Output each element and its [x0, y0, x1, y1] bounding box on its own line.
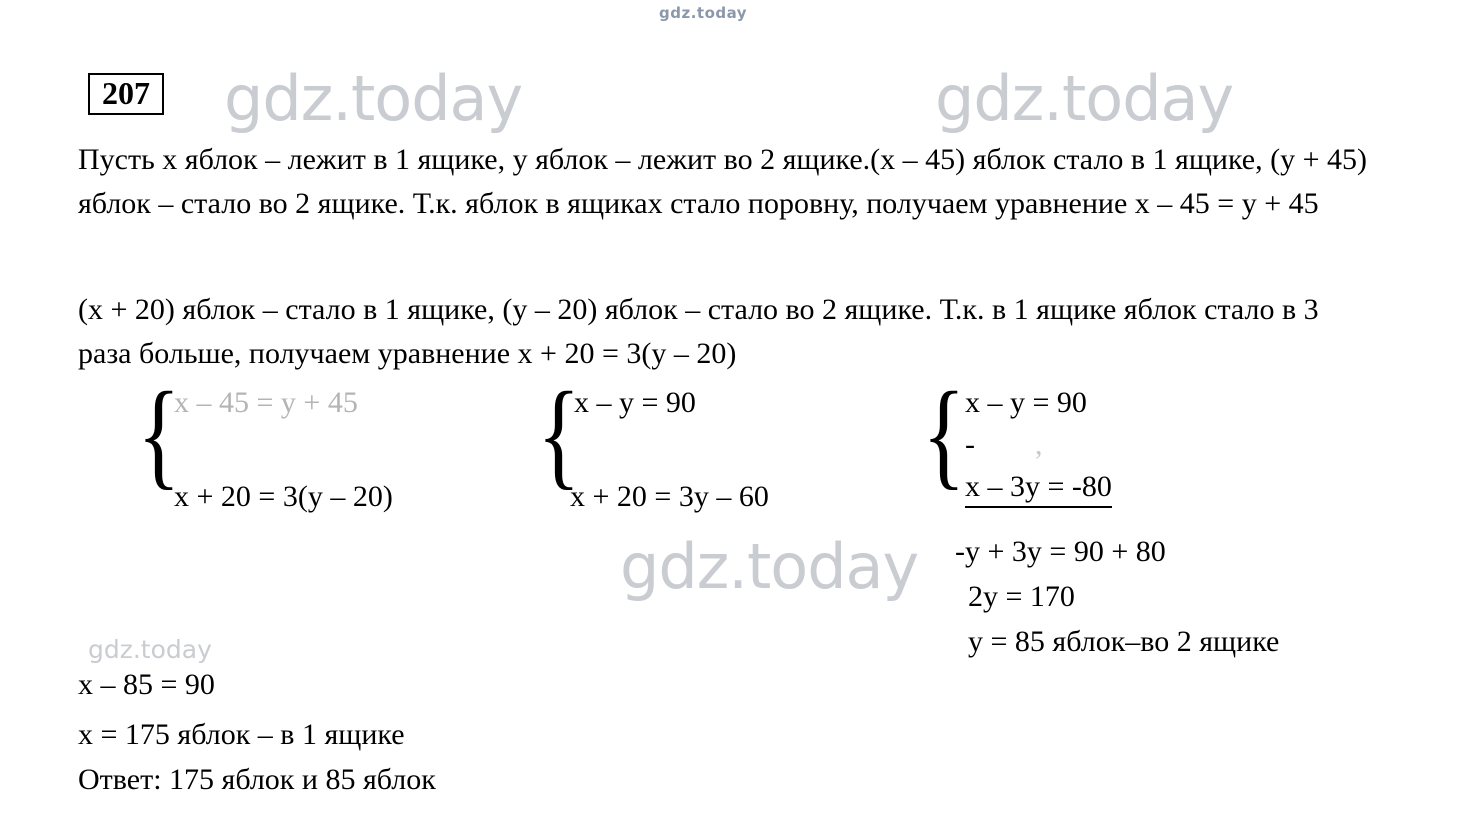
elimination-line-3: y = 85 яблок–во 2 ящике — [968, 625, 1280, 658]
watermark-large-left: gdz.today — [224, 62, 523, 135]
watermark-top: gdz.today — [659, 4, 748, 22]
system-3-equation-2: x – 3y = -80 — [965, 470, 1112, 508]
solution-paragraph-2: (x + 20) яблок – стало в 1 ящике, (y – 20) яблок – стало во 2 ящике. Т.к. в 1 ящике яблок стало в 3 раза больше, получаем уравнение x + 20 = 3(y – 20) — [78, 293, 1319, 370]
solution-paragraph-1: Пусть x яблок – лежит в 1 ящике, y яблок – лежит во 2 ящике.(x – 45) яблок стало в 1 ящике, (y + 45) яблок – стало во 2 ящике. Т.к. яблок в ящиках стало поровну, получаем уравнение x – 45 = y + 45 — [78, 143, 1368, 220]
equation-system-1 — [130, 367, 510, 528]
watermark-large-center: gdz.today — [620, 530, 919, 603]
system-1-equation-1: x – 45 = y + 45 — [174, 386, 358, 419]
equation-system-3 — [915, 367, 1375, 538]
brace-icon: { — [922, 367, 966, 500]
watermark-small: gdz.today — [88, 635, 212, 664]
task-number: 207 — [88, 73, 164, 115]
system-2-equation-2: x + 20 = 3y – 60 — [570, 480, 769, 513]
brace-icon: { — [537, 367, 581, 500]
system-3-operator: - — [965, 428, 975, 461]
final-answer: Ответ: 175 яблок и 85 яблок — [78, 763, 436, 796]
elimination-line-1: -y + 3y = 90 + 80 — [955, 535, 1166, 568]
system-1-equation-2: x + 20 = 3(y – 20) — [174, 480, 393, 513]
final-line-2: x = 175 яблок – в 1 ящике — [78, 718, 405, 751]
system-3-equation-1: x – y = 90 — [965, 386, 1087, 419]
brace-icon: { — [137, 367, 181, 500]
equation-system-2 — [530, 367, 910, 528]
watermark-large-right: gdz.today — [935, 62, 1234, 135]
elimination-line-2: 2y = 170 — [968, 580, 1075, 613]
system-2-equation-1: x – y = 90 — [574, 386, 696, 419]
system-3-comma: , — [1035, 428, 1043, 461]
final-line-1: x – 85 = 90 — [78, 668, 215, 701]
